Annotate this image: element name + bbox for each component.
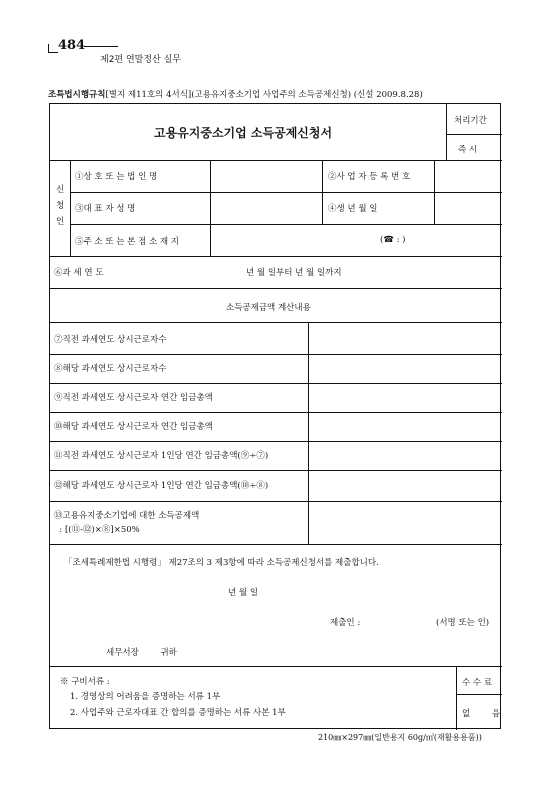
value-column-line (308, 322, 309, 544)
form-title: 고용유지중소기업 소득공제신청서 (154, 126, 333, 140)
row-line (50, 322, 502, 323)
doc-item-1: 1. 경영상의 어려움을 증명하는 서류 1부 (70, 692, 221, 702)
fee-label: 수 수 료 (462, 678, 493, 688)
row-line (70, 224, 502, 225)
row-line (50, 666, 502, 667)
row-line (50, 383, 502, 384)
submission-date: 년 월 일 (228, 588, 259, 598)
fee-line (456, 694, 502, 695)
item-13-line2: : [(⑪-⑫)×⑧]×50% (54, 525, 140, 535)
applicant-divider (70, 160, 71, 256)
processing-period-label: 처리기간 (454, 116, 487, 126)
row-line (50, 256, 502, 257)
processing-divider (446, 134, 502, 135)
docs-title: ※ 구비서류 : (60, 677, 110, 687)
item-12: ⑫해당 과세연도 상시근로자 1인당 연간 임금총액(⑩÷⑧) (54, 481, 269, 491)
row-line (50, 544, 502, 545)
title-divider (446, 104, 447, 160)
chapter-title: 제2편 연말정산 실무 (100, 55, 182, 65)
form-caption (48, 88, 423, 100)
col-line (210, 224, 211, 256)
submitter-label: 제출인 : (330, 618, 361, 628)
item-9: ⑨직전 과세연도 상시근로자 연간 임금총액 (54, 393, 213, 403)
row-line (50, 354, 502, 355)
header-bracket (48, 44, 49, 52)
header-rule-right (84, 46, 118, 47)
fee-value: 없 음 (462, 709, 501, 719)
field-address: ⑤주 소 또 는 본 점 소 재 지 (75, 237, 180, 247)
page-number: 484 (58, 38, 86, 53)
application-form (49, 103, 501, 729)
statement: 「조세특례제한법 시행령」 제27조의 3 제3항에 따라 소득공제신청서를 제출합니다. (64, 558, 379, 568)
row-line (50, 441, 502, 442)
row-line (50, 470, 502, 471)
field-tax-year-label: ⑥과 세 연 도 (54, 268, 104, 278)
field-representative: ③대 표 자 성 명 (75, 204, 136, 214)
row-line (50, 501, 502, 502)
header-rule-left (48, 52, 58, 53)
item-8: ⑧해당 과세연도 상시근로자수 (54, 364, 167, 374)
row-line (50, 412, 502, 413)
signature-label: (서명 또는 인) (436, 618, 490, 628)
caption-detail: [별지 제11호의 4서식](고용유지중소기업 사업주의 소득공제신청) (신설 2009.8.28) (105, 90, 423, 100)
row-line (50, 288, 502, 289)
field-registration-number: ②사 업 자 등 록 번 호 (328, 172, 411, 182)
paper-spec: 210㎜×297㎜(일반용지 60g/㎡(재활용용품)) (318, 733, 482, 742)
field-tax-year-value: 년 월 일부터 년 월 일까지 (246, 268, 342, 278)
row-line (70, 192, 502, 193)
caption-law: 조특법시행규칙 (48, 90, 106, 100)
applicant-label: 신 청 인 (56, 185, 65, 227)
fee-divider (456, 666, 457, 730)
item-7: ⑦직전 과세연도 상시근로자수 (54, 335, 167, 345)
processing-period-value: 즉 시 (458, 145, 478, 155)
section-title: 소득공제금액 계산내용 (226, 303, 311, 313)
field-business-name: ①상 호 또 는 법 인 명 (75, 172, 158, 182)
item-10: ⑩해당 과세연도 상시근로자 연간 임금총액 (54, 422, 213, 432)
item-11: ⑪직전 과세연도 상시근로자 1인당 연간 임금총액(⑨÷⑦) (54, 451, 269, 461)
phone-field: (☎ : ) (380, 235, 406, 245)
recipient: 세무서장 귀하 (106, 648, 177, 658)
item-13-line1: ⑬고용유지중소기업에 대한 소득공제액 (54, 511, 200, 521)
field-birthdate: ④생 년 월 일 (328, 204, 378, 214)
doc-item-2: 2. 사업주와 근로자대표 간 합의를 증명하는 서류 사본 1부 (70, 708, 286, 718)
